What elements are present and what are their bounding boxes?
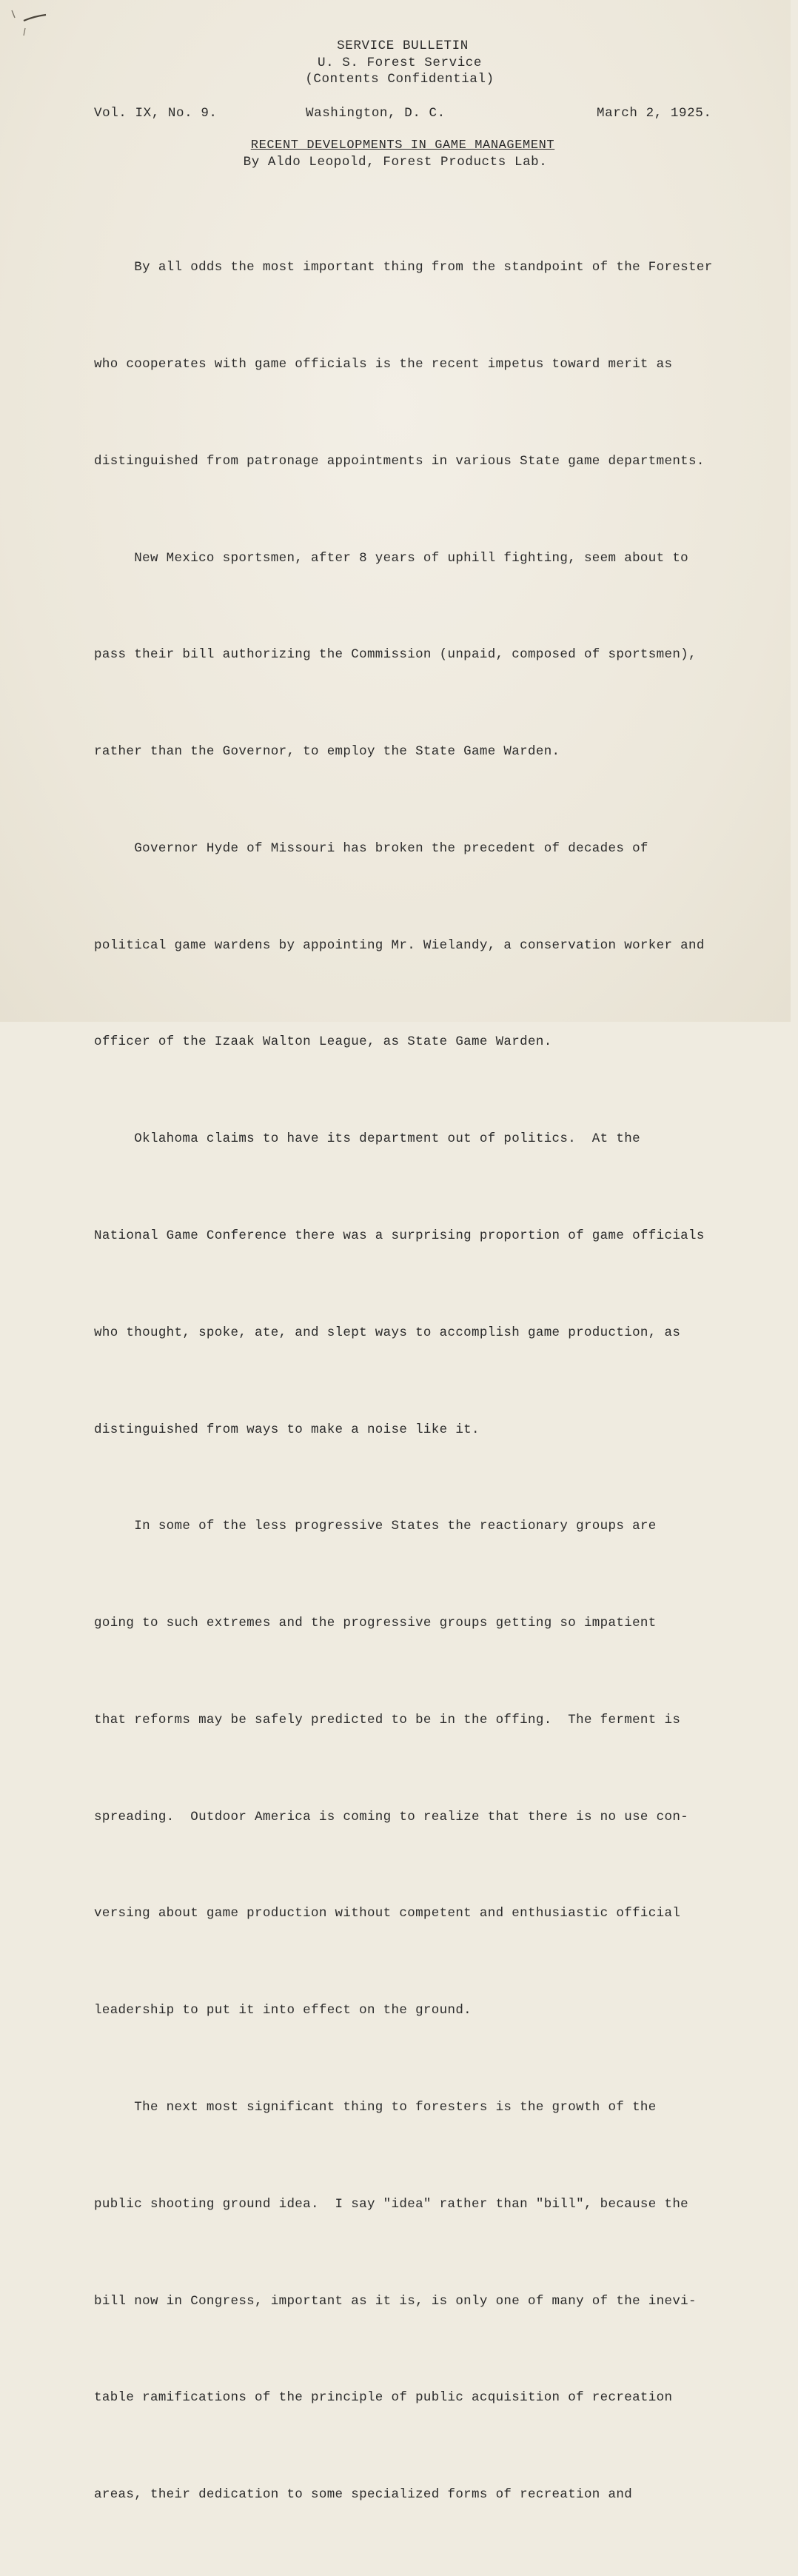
article-body	[94, 187, 731, 2576]
body-line: that reforms may be safely predicted to be in the offing. The ferment is	[94, 1712, 681, 1727]
body-line: who thought, spoke, ate, and slept ways to accomplish game production, as	[94, 1325, 681, 1340]
body-line: distinguished from patronage appointments in various State game departments.	[94, 453, 705, 469]
body-line: areas, their dedication to some specialized forms of recreation and	[94, 2487, 633, 2503]
volume-number: Vol. IX, No. 9.	[94, 106, 218, 121]
ink-mark-icon	[10, 6, 55, 39]
body-line: officer of the Izaak Walton League, as State Game Warden.	[94, 1034, 552, 1050]
body-line: leadership to put it into effect on the ground.	[94, 2003, 472, 2018]
body-line: In some of the less progressive States the reactionary groups are	[94, 1519, 657, 1534]
body-line: New Mexico sportsmen, after 8 years of uphill fighting, seem about to	[94, 550, 689, 566]
issue-date: March 2, 1925.	[597, 106, 712, 121]
article-byline: By Aldo Leopold, Forest Products Lab.	[243, 155, 548, 170]
body-line: By all odds the most important thing from the standpoint of the Forester	[94, 260, 713, 275]
article-title-row	[0, 138, 791, 153]
agency-name: U. S. Forest Service	[317, 56, 483, 70]
body-line: political game wardens by appointing Mr. Wielandy, a conservation worker and	[94, 937, 705, 953]
body-line: table ramifications of the principle of public acquisition of recreation	[94, 2390, 673, 2406]
body-line: Governor Hyde of Missouri has broken the precedent of decades of	[94, 840, 648, 856]
body-line: spreading. Outdoor America is coming to realize that there is no use con-	[94, 1809, 689, 1824]
bulletin-heading: SERVICE BULLETIN	[337, 39, 469, 53]
body-line: who cooperates with game officials is the recent impetus toward merit as	[94, 356, 673, 372]
article-title: RECENT DEVELOPMENTS IN GAME MANAGEMENT	[250, 138, 555, 153]
body-line: National Game Conference there was a surprising proportion of game officials	[94, 1228, 705, 1243]
body-line: The next most significant thing to foresters is the growth of the	[94, 2100, 657, 2115]
body-line: distinguished from ways to make a noise like it.	[94, 1422, 480, 1437]
body-line: versing about game production without competent and enthusiastic official	[94, 1906, 681, 1921]
issue-place: Washington, D. C.	[306, 106, 446, 121]
body-line: pass their bill authorizing the Commission (unpaid, composed of sportsmen),	[94, 647, 697, 663]
confidentiality-note: (Contents Confidential)	[305, 72, 494, 87]
body-line: bill now in Congress, important as it is, is only one of many of the inevi-	[94, 2293, 697, 2309]
body-line: rather than the Governor, to employ the State Game Warden.	[94, 744, 560, 760]
body-line: going to such extremes and the progressive groups getting so impatient	[94, 1616, 657, 1631]
body-line: public shooting ground idea. I say "idea" rather than "bill", because the	[94, 2196, 689, 2212]
body-line: Oklahoma claims to have its department out of politics. At the	[94, 1131, 640, 1147]
